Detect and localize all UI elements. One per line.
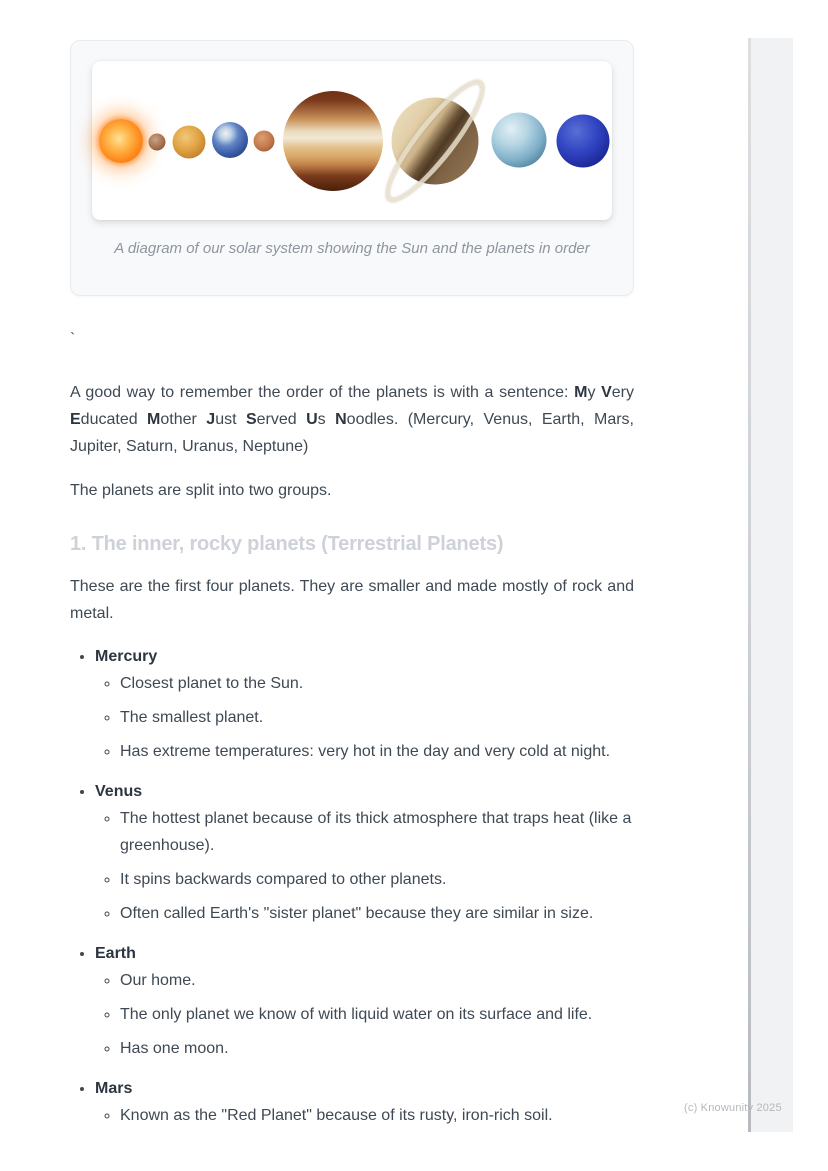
planet-list-item <box>95 1075 634 1129</box>
groups-paragraph: The planets are split into two groups. <box>70 482 332 499</box>
mnemonic-text: ery <box>611 384 634 401</box>
planet-venus <box>173 126 206 159</box>
figure-caption: A diagram of our solar system showing the Sun and the planets in order <box>114 240 590 257</box>
planet-earth <box>212 122 248 158</box>
mnemonic-bold-letter: N <box>335 411 347 428</box>
page-edge-line <box>748 38 751 1132</box>
planet-name: Earth <box>95 945 136 962</box>
planet-fact: ◦ The hottest planet because of its thick atmosphere that traps heat (like a greenhouse). <box>120 805 634 859</box>
mnemonic-bold-letter: J <box>206 411 216 428</box>
planet-fact: ◦ Known as the "Red Planet" because of its rusty, iron-rich soil. <box>120 1102 634 1129</box>
planet-fact: ◦ The only planet we know of with liquid water on its surface and life. <box>120 1001 634 1028</box>
planet-facts-list <box>95 1102 634 1129</box>
next-page-sliver <box>751 38 793 1132</box>
document-page <box>70 0 634 1129</box>
mnemonic-bold-letter: U <box>306 411 318 428</box>
stray-backtick: ` <box>70 331 76 348</box>
planet-list <box>70 643 634 1129</box>
mnemonic-text: other <box>160 411 207 428</box>
mnemonic-bold-letter: M <box>574 384 588 401</box>
planet-fact: ◦ Often called Earth's "sister planet" because they are similar in size. <box>120 900 634 927</box>
mnemonic-bold-letter: S <box>245 411 257 428</box>
mnemonic-text: A good way to remember the order of the planets is with a sentence: <box>70 384 575 401</box>
planet-neptune <box>557 115 610 168</box>
planet-facts-list <box>95 967 634 1062</box>
watermark: (c) Knowunity 2025 <box>684 1102 782 1114</box>
section-intro: These are the first four planets. They are smaller and made mostly of rock and metal. <box>70 578 634 622</box>
planet-list-item <box>95 940 634 1062</box>
mnemonic-text: ducated <box>80 411 148 428</box>
planet-uranus <box>492 113 547 168</box>
mnemonic-paragraph <box>70 379 634 460</box>
planet-fact: ◦ It spins backwards compared to other planets. <box>120 866 634 893</box>
planet-fact: ◦ Our home. <box>120 967 634 994</box>
section-heading: 1. The inner, rocky planets (Terrestrial Planets) <box>70 533 504 555</box>
mnemonic-text: s <box>317 411 336 428</box>
planet-jupiter <box>283 91 383 191</box>
planet-mercury <box>149 134 166 151</box>
planet-name: Mars <box>95 1080 133 1097</box>
mnemonic-bold-letter: M <box>147 411 161 428</box>
mnemonic-text: erved <box>256 411 307 428</box>
planet-facts-list <box>95 670 634 765</box>
figure-card <box>70 40 634 296</box>
planet-fact: ◦ Closest planet to the Sun. <box>120 670 634 697</box>
planet-list-item <box>95 643 634 765</box>
mnemonic-text: oodles. (Mercury, Venus, Earth, Mars, Jupiter, Saturn, Uranus, Neptune) <box>70 411 634 455</box>
planet-fact: ◦ Has extreme temperatures: very hot in the day and very cold at night. <box>120 738 634 765</box>
mnemonic-bold-letter: V <box>601 384 612 401</box>
planet-mars <box>254 131 275 152</box>
mnemonic-text: ust <box>215 411 246 428</box>
planet-name: Mercury <box>95 648 158 665</box>
planet-name: Venus <box>95 783 143 800</box>
mnemonic-bold-letter: E <box>70 411 81 428</box>
solar-system-image <box>92 61 612 220</box>
planet-sun <box>99 119 143 163</box>
planet-fact: ◦ The smallest planet. <box>120 704 634 731</box>
planet-facts-list <box>95 805 634 927</box>
mnemonic-text: y <box>587 384 602 401</box>
planet-fact: ◦ Has one moon. <box>120 1035 634 1062</box>
planet-list-item <box>95 778 634 927</box>
